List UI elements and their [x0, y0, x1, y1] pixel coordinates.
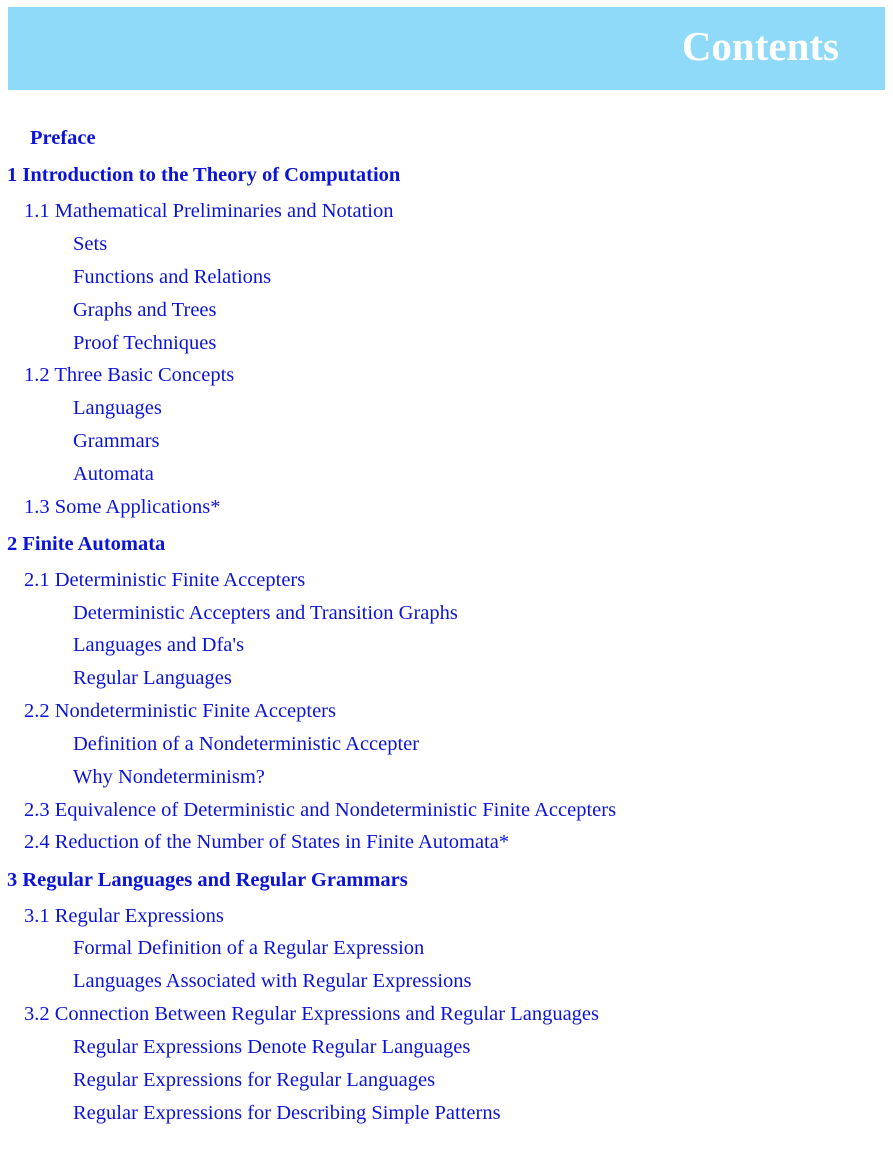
toc-link-automata[interactable]: Automata	[73, 463, 154, 485]
toc-link-languages[interactable]: Languages	[73, 397, 162, 419]
toc-link-chapter-1[interactable]: 1 Introduction to the Theory of Computation	[7, 164, 401, 186]
toc-link-preface[interactable]: Preface	[30, 127, 96, 149]
toc-link-sets[interactable]: Sets	[73, 233, 108, 255]
toc-link-grammars[interactable]: Grammars	[73, 430, 160, 452]
toc-link-languages-associated-regular-expressions[interactable]: Languages Associated with Regular Expressions	[73, 970, 472, 992]
toc-link-section-2-4[interactable]: 2.4 Reduction of the Number of States in Finite Automata*	[24, 831, 510, 853]
toc-link-formal-definition-regular-expression[interactable]: Formal Definition of a Regular Expression	[73, 937, 425, 959]
toc-link-deterministic-accepters-transition-graphs[interactable]: Deterministic Accepters and Transition Graphs	[73, 602, 458, 624]
page-title: Contents	[681, 23, 839, 69]
toc-link-section-2-2[interactable]: 2.2 Nondeterministic Finite Accepters	[24, 700, 336, 722]
toc-link-proof-techniques[interactable]: Proof Techniques	[73, 332, 217, 354]
toc-link-section-3-1[interactable]: 3.1 Regular Expressions	[24, 905, 224, 927]
toc-link-regex-denote-regular-languages[interactable]: Regular Expressions Denote Regular Languages	[73, 1036, 471, 1058]
toc-link-graphs-and-trees[interactable]: Graphs and Trees	[73, 299, 217, 321]
toc-link-why-nondeterminism[interactable]: Why Nondeterminism?	[73, 766, 265, 788]
toc-link-definition-nondeterministic-accepter[interactable]: Definition of a Nondeterministic Accepter	[73, 733, 420, 755]
toc-link-languages-and-dfas[interactable]: Languages and Dfa's	[73, 634, 245, 656]
toc-link-section-1-3[interactable]: 1.3 Some Applications*	[24, 496, 221, 518]
toc-link-chapter-2[interactable]: 2 Finite Automata	[7, 533, 166, 555]
toc-link-regex-for-regular-languages[interactable]: Regular Expressions for Regular Languages	[73, 1069, 436, 1091]
toc-link-section-1-1[interactable]: 1.1 Mathematical Preliminaries and Notation	[24, 200, 394, 222]
toc-link-regular-languages[interactable]: Regular Languages	[73, 667, 232, 689]
toc-link-regex-simple-patterns[interactable]: Regular Expressions for Describing Simple Patterns	[73, 1102, 501, 1124]
toc-link-section-2-3[interactable]: 2.3 Equivalence of Deterministic and Nondeterministic Finite Accepters	[24, 799, 617, 821]
toc-link-functions-and-relations[interactable]: Functions and Relations	[73, 266, 272, 288]
toc-link-section-1-2[interactable]: 1.2 Three Basic Concepts	[24, 364, 235, 386]
toc-link-section-2-1[interactable]: 2.1 Deterministic Finite Accepters	[24, 569, 306, 591]
toc-link-section-3-2[interactable]: 3.2 Connection Between Regular Expressions and Regular Languages	[24, 1003, 599, 1025]
toc-link-chapter-3[interactable]: 3 Regular Languages and Regular Grammars	[7, 869, 408, 891]
